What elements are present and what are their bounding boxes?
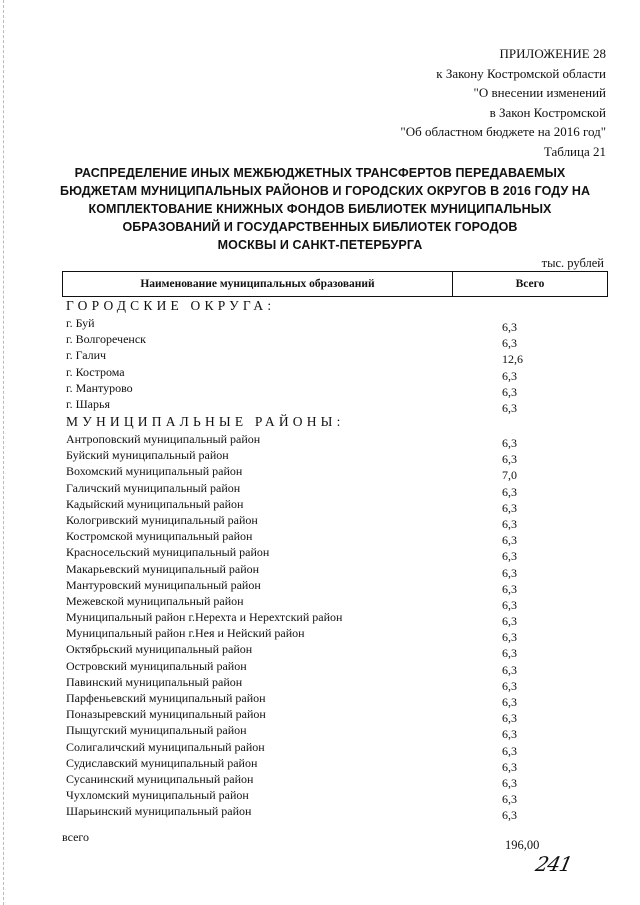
- table-row: [66, 332, 546, 351]
- row-name: Антроповский муниципальный район: [66, 432, 261, 446]
- table-row: [66, 397, 546, 413]
- row-value: 6,3: [502, 646, 517, 661]
- row-value: 6,3: [502, 533, 517, 548]
- title-line: КОМПЛЕКТОВАНИЕ КНИЖНЫХ ФОНДОВ БИБЛИОТЕК МУНИЦИПАЛЬНЫХ: [88, 202, 552, 216]
- row-value: 6,3: [502, 597, 517, 612]
- title-line: ОБРАЗОВАНИЙ И ГОСУДАРСТВЕННЫХ БИБЛИОТЕК ГОРОДОВ: [122, 220, 518, 234]
- table-row: [66, 804, 546, 823]
- row-name: Межевской муниципальный район: [66, 593, 244, 608]
- row-name: г. Буй: [66, 316, 95, 330]
- row-value: 6,3: [502, 581, 517, 596]
- header-line: в Закон Костромской: [489, 104, 606, 120]
- row-value: 6,3: [502, 484, 517, 499]
- row-name: Красносельский муниципальный район: [66, 545, 270, 560]
- table-row: [66, 772, 546, 788]
- table-row: [66, 788, 546, 807]
- table-row: [66, 448, 546, 467]
- total-value: 196,00: [505, 838, 540, 852]
- table-row: [66, 707, 546, 726]
- row-name: Кадыйский муниципальный район: [66, 496, 244, 511]
- table-row: [66, 594, 546, 610]
- row-name: г. Галич: [66, 348, 107, 363]
- row-name: Поназыревский муниципальный район: [66, 707, 266, 722]
- header-line: к Закону Костромской области: [436, 65, 606, 81]
- row-value: 12,6: [502, 352, 523, 367]
- table-row: [66, 316, 546, 332]
- column-header-name: Наименование муниципальных образований: [63, 272, 453, 296]
- row-name: Шарьинский муниципальный район: [66, 804, 252, 819]
- table-row: [66, 578, 546, 594]
- table-row: [66, 529, 546, 548]
- table-row: [66, 513, 546, 529]
- document-title: [60, 164, 591, 254]
- row-value: 6,3: [502, 384, 517, 399]
- row-name: Пыщугский муниципальный район: [66, 723, 247, 738]
- row-value: 6,3: [502, 500, 517, 515]
- title-line: БЮДЖЕТАМ МУНИЦИПАЛЬНЫХ РАЙОНОВ И ГОРОДСКИХ ОКРУГОВ В 2016 ГОДУ НА: [60, 184, 591, 198]
- table-row: [66, 365, 546, 381]
- table-header: [62, 271, 608, 297]
- row-value: 6,3: [502, 792, 517, 807]
- appendix-header: [400, 44, 606, 161]
- row-value: 6,3: [502, 436, 517, 450]
- row-value: 6,3: [502, 336, 517, 351]
- row-value: 6,3: [502, 614, 517, 629]
- table-row: [66, 432, 546, 448]
- total-label: всего: [62, 830, 90, 844]
- table-row: [66, 381, 546, 397]
- title-line: РАСПРЕДЕЛЕНИЕ ИНЫХ МЕЖБЮДЖЕТНЫХ ТРАНСФЕРТОВ ПЕРЕДАВАЕМЫХ: [74, 166, 566, 180]
- unit-label: тыс. рублей: [541, 256, 604, 270]
- row-value: 6,3: [502, 368, 517, 383]
- column-header-total: Всего: [515, 278, 545, 290]
- row-value: 6,3: [502, 743, 517, 758]
- row-name: Судиславский муниципальный район: [66, 755, 258, 770]
- row-value: 6,3: [502, 711, 517, 726]
- header-line: "Об областном бюджете на 2016 год": [400, 124, 606, 139]
- section-title-city-districts: ГОРОДСКИЕ ОКРУГА:: [66, 298, 276, 313]
- table-row: [66, 481, 546, 497]
- row-name: Чухломский муниципальный район: [66, 788, 249, 803]
- row-name: г. Кострома: [66, 364, 125, 379]
- table-row: [66, 756, 546, 772]
- section-title-municipal-districts: МУНИЦИПАЛЬНЫЕ РАЙОНЫ:: [66, 414, 345, 429]
- table-row: [66, 545, 546, 564]
- row-value: 6,3: [502, 400, 517, 415]
- table-row: [66, 626, 546, 645]
- table-row: [66, 675, 546, 691]
- row-name: Мантуровский муниципальный район: [66, 577, 261, 592]
- row-value: 6,3: [502, 565, 517, 580]
- row-name: Муниципальный район г.Нея и Нейский район: [66, 626, 305, 641]
- row-name: Островский муниципальный район: [66, 658, 247, 673]
- table-row: [66, 691, 546, 707]
- table-row: [66, 497, 546, 513]
- row-name: Макарьевский муниципальный район: [66, 561, 260, 576]
- table-row: [66, 464, 546, 483]
- row-name: г. Шарья: [66, 396, 110, 411]
- header-line: "О внесении изменений: [473, 85, 606, 100]
- row-name: Парфеньевский муниципальный район: [66, 691, 266, 705]
- row-name: Буйский муниципальный район: [66, 448, 229, 463]
- row-name: Вохомский муниципальный район: [66, 464, 243, 479]
- handwritten-page-number: 241: [533, 852, 574, 876]
- row-name: Муниципальный район г.Нерехта и Нерехтский район: [66, 610, 343, 625]
- row-name: Октябрьский муниципальный район: [66, 642, 253, 657]
- row-name: Павинский муниципальный район: [66, 674, 243, 689]
- scan-margin-line: [3, 0, 5, 905]
- city-districts-list: [66, 316, 546, 413]
- row-value: 6,3: [502, 759, 517, 774]
- row-value: 6,3: [502, 516, 517, 531]
- row-value: 6,3: [502, 808, 517, 823]
- header-line: ПРИЛОЖЕНИЕ 28: [499, 46, 606, 61]
- title-line: МОСКВЫ И САНКТ-ПЕТЕРБУРГА: [217, 238, 423, 252]
- row-value: 6,3: [502, 452, 517, 467]
- row-value: 6,3: [502, 727, 517, 742]
- table-row: [66, 348, 546, 367]
- row-name: Кологривский муниципальный район: [66, 512, 258, 527]
- table-row: [66, 562, 546, 578]
- row-value: 6,3: [502, 630, 517, 645]
- row-name: г. Мантурово: [66, 380, 133, 395]
- row-value: 6,3: [502, 662, 517, 677]
- table-row: [66, 610, 546, 629]
- table-row: [66, 740, 546, 756]
- row-name: Солигаличский муниципальный район: [66, 739, 265, 754]
- row-value: 6,3: [502, 320, 517, 334]
- row-name: Сусанинский муниципальный район: [66, 771, 254, 786]
- table-row: [66, 723, 546, 742]
- table-row: [66, 659, 546, 675]
- municipal-districts-list: [66, 432, 546, 821]
- row-name: Галичский муниципальный район: [66, 480, 241, 495]
- row-value: 6,3: [502, 549, 517, 564]
- row-name: Костромской муниципальный район: [66, 529, 253, 544]
- row-value: 6,3: [502, 695, 517, 709]
- table-number: Таблица 21: [543, 143, 606, 159]
- row-value: 7,0: [502, 468, 517, 483]
- row-value: 6,3: [502, 775, 517, 790]
- table-row: [66, 642, 546, 661]
- row-value: 6,3: [502, 678, 517, 693]
- row-name: г. Волгореченск: [66, 332, 146, 347]
